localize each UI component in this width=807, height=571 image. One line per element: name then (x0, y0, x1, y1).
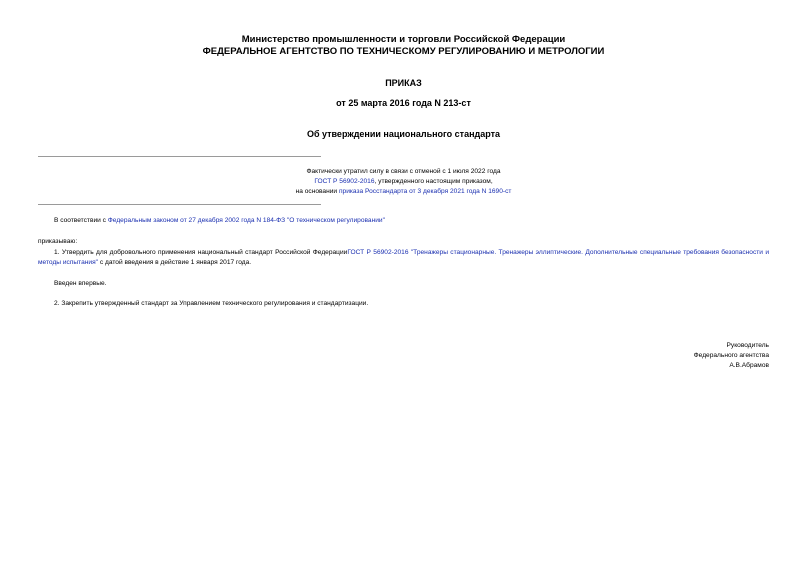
ministry-title: Министерство промышленности и торговли Российской Федерации (241, 34, 566, 45)
item1-suffix: с датой введения в действие 1 января 2017 года. (98, 259, 252, 266)
signature-title: Руководитель (726, 342, 769, 349)
top-divider (38, 156, 321, 157)
gost-standard-link[interactable]: ГОСТ Р 56902-2016 "Тренажеры стационарные. Тренажеры эллиптические. Дополнительные специальные требования безопасности и методы испытания" (38, 249, 769, 266)
status-note-line1: Фактически утратил силу в связи с отменой с 1 июля 2022 года (306, 168, 501, 175)
order-date-number: от 25 марта 2016 года N 213-ст (336, 98, 471, 108)
basis-paragraph (54, 217, 385, 224)
status-note-line2-text: , утвержденного настоящим приказом, (374, 178, 493, 185)
agency-title: ФЕДЕРАЛЬНОЕ АГЕНТСТВО ПО ТЕХНИЧЕСКОМУ РЕГУЛИРОВАНИЮ И МЕТРОЛОГИИ (202, 46, 605, 57)
status-note-line3-prefix: на основании (295, 188, 339, 195)
introduced-note: Введен впервые. (54, 280, 107, 287)
status-note-line2 (0, 178, 807, 185)
order-word: приказываю: (38, 238, 78, 245)
order-type: ПРИКАЗ (385, 78, 422, 88)
standard-link[interactable]: ГОСТ Р 56902-2016 (314, 178, 375, 185)
order-subject: Об утверждении национального стандарта (306, 129, 501, 139)
basis-prefix: В соответствии с (54, 217, 108, 224)
item1-prefix: 1. Утвердить для добровольного применения национальный стандарт Российской Федерации (54, 249, 348, 256)
rosstandart-order-link[interactable]: приказа Росстандарта от 3 декабря 2021 года N 1690-ст (338, 188, 512, 195)
signature-agency: Федерального агентства (693, 352, 769, 359)
status-note-line3 (0, 188, 807, 195)
item2-paragraph: 2. Закрепить утвержденный стандарт за Управлением технического регулирования и стандартизации. (54, 300, 369, 307)
bottom-divider (38, 204, 321, 205)
federal-law-link[interactable]: Федеральным законом от 27 декабря 2002 года N 184-ФЗ "О техническом регулировании" (107, 217, 385, 224)
item1-paragraph (38, 248, 769, 268)
signature-name: А.В.Абрамов (729, 362, 769, 369)
